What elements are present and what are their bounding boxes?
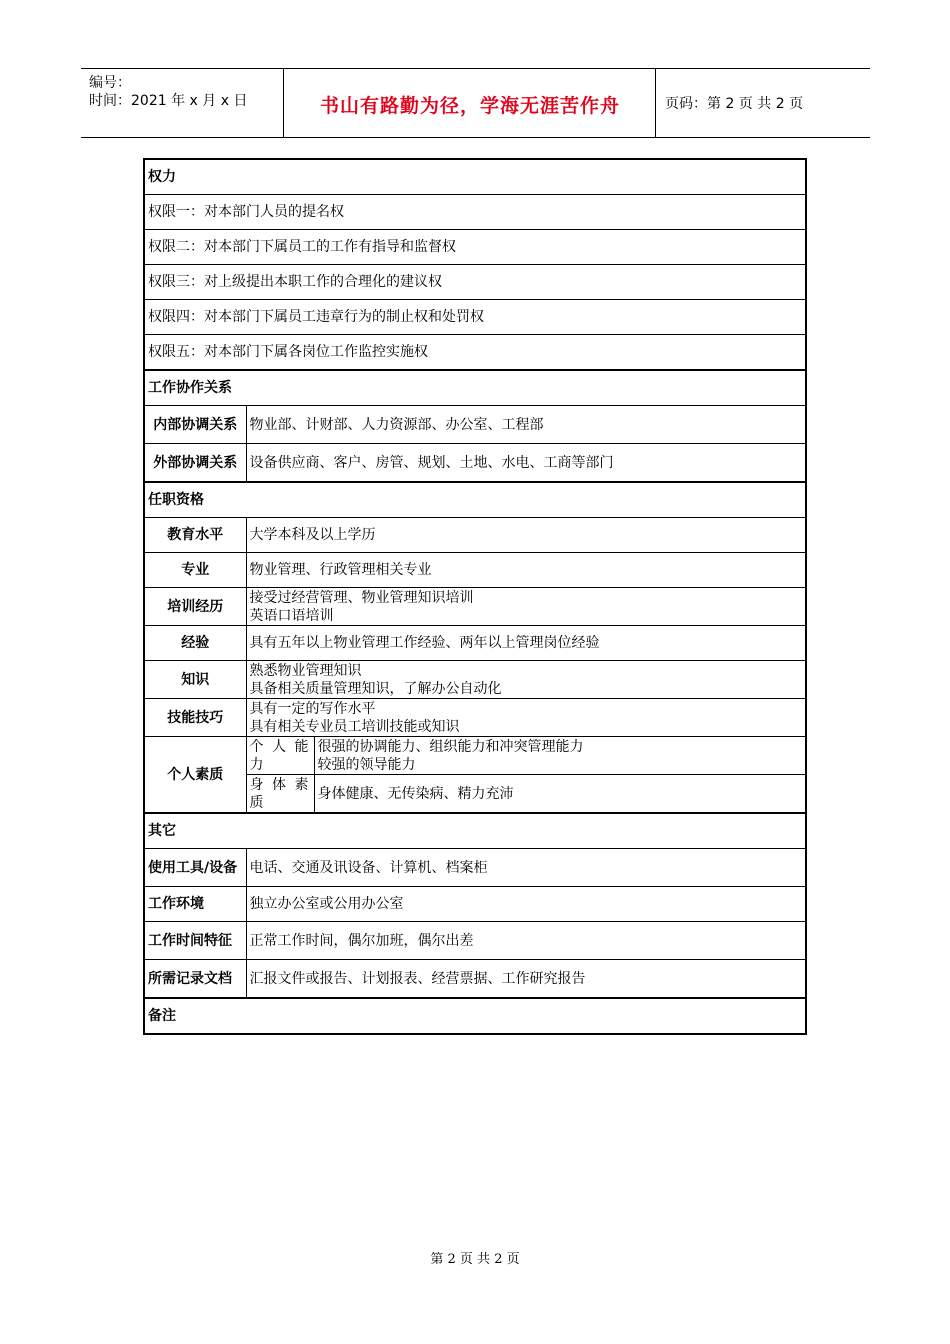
time-label: 时间：2021 年 x 月 x 日: [89, 93, 248, 109]
tools-label: 使用工具/设备: [144, 849, 246, 887]
major-label: 专业: [144, 553, 246, 588]
page-footer: 第 2 页 共 2 页: [430, 1252, 520, 1267]
internal-collab-label: 内部协调关系: [144, 406, 246, 444]
external-collab-value: 设备供应商、客户、房管、规划、土地、水电、工商等部门: [246, 444, 806, 483]
documents-label: 所需记录文档: [144, 960, 246, 999]
job-description-table: [143, 158, 807, 1035]
section-collab-title: 工作协作关系: [144, 370, 806, 406]
major-value: 物业管理、行政管理相关专业: [246, 553, 806, 588]
authority-item: 权限二：对本部门下属员工的工作有指导和监督权: [144, 230, 806, 265]
header-divider: [283, 69, 284, 137]
work-time-value: 正常工作时间，偶尔加班，偶尔出差: [246, 922, 806, 960]
personal-quality-label: 个人素质: [144, 737, 246, 814]
section-other-title: 其它: [144, 813, 806, 849]
skills-value: [246, 699, 806, 737]
authority-item: 权限五：对本部门下属各岗位工作监控实施权: [144, 335, 806, 371]
work-time-label: 工作时间特征: [144, 922, 246, 960]
skills-label: 技能技巧: [144, 699, 246, 737]
ability-label: 个人能力: [246, 737, 314, 775]
environment-value: 独立办公室或公用办公室: [246, 887, 806, 922]
knowledge-line: 具备相关质量管理知识，了解办公自动化: [249, 680, 502, 697]
header-motto: 书山有路勤为径，学海无涯苦作舟: [319, 95, 620, 117]
header-meta: [89, 74, 247, 110]
code-label: 编号：: [89, 75, 131, 91]
header-divider: [655, 69, 656, 137]
training-line: 英语口语培训: [249, 607, 334, 624]
knowledge-value: [246, 661, 806, 699]
training-value: [246, 588, 806, 626]
section-authority-title: 权力: [144, 159, 806, 195]
experience-value: 具有五年以上物业管理工作经验、两年以上管理岗位经验: [246, 626, 806, 661]
authority-item: 权限四：对本部门下属员工违章行为的制止权和处罚权: [144, 300, 806, 335]
environment-label: 工作环境: [144, 887, 246, 922]
ability-line: 很强的协调能力、组织能力和冲突管理能力: [317, 738, 584, 755]
experience-label: 经验: [144, 626, 246, 661]
physical-label: 身体素质: [246, 775, 314, 814]
header-page-label: 页码：第 2 页 共 2 页: [665, 96, 804, 112]
tools-value: 电话、交通及讯设备、计算机、档案柜: [246, 849, 806, 887]
ability-value: [314, 737, 806, 775]
physical-value: 身体健康、无传染病、精力充沛: [314, 775, 806, 814]
skills-line: 具有一定的写作水平: [249, 700, 376, 717]
authority-item: 权限三：对上级提出本职工作的合理化的建议权: [144, 265, 806, 300]
page-header: [81, 68, 870, 138]
knowledge-line: 熟悉物业管理知识: [249, 662, 362, 679]
documents-value: 汇报文件或报告、计划报表、经营票据、工作研究报告: [246, 960, 806, 999]
ability-line: 较强的领导能力: [317, 756, 416, 773]
training-line: 接受过经营管理、物业管理知识培训: [249, 589, 474, 606]
education-label: 教育水平: [144, 518, 246, 553]
authority-item: 权限一：对本部门人员的提名权: [144, 195, 806, 230]
knowledge-label: 知识: [144, 661, 246, 699]
skills-line: 具有相关专业员工培训技能或知识: [249, 718, 460, 735]
external-collab-label: 外部协调关系: [144, 444, 246, 483]
section-qual-title: 任职资格: [144, 482, 806, 518]
training-label: 培训经历: [144, 588, 246, 626]
internal-collab-value: 物业部、计财部、人力资源部、办公室、工程部: [246, 406, 806, 444]
education-value: 大学本科及以上学历: [246, 518, 806, 553]
section-remarks-title: 备注: [144, 998, 806, 1034]
